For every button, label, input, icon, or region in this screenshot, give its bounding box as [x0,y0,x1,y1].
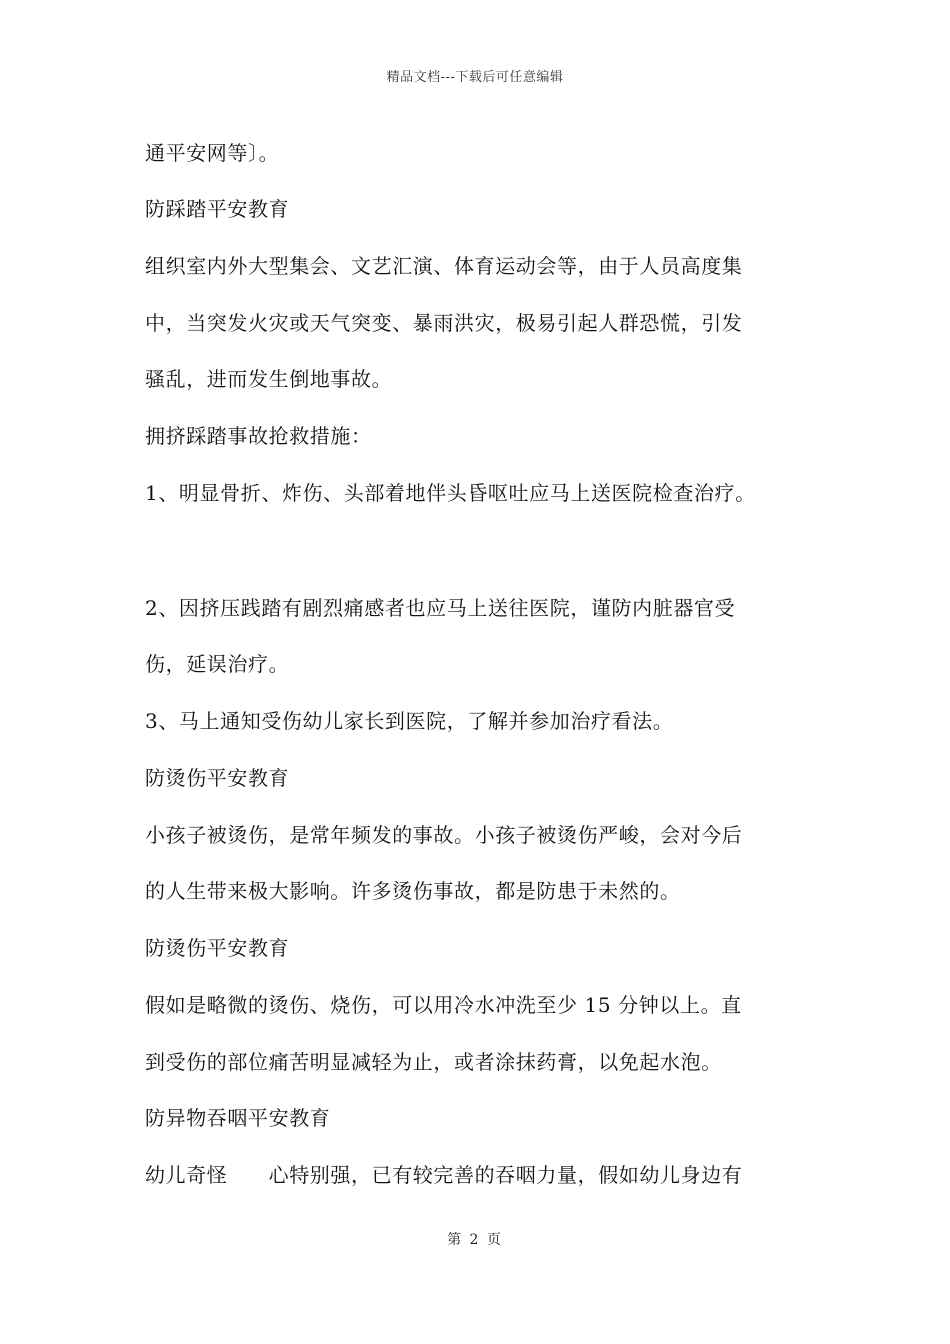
text-line-13: 的人生带来极大影响。许多烫伤事故，都是防患于未然的。 [145,879,681,903]
section-heading-swallow: 防异物吞咽平安教育 [145,1106,331,1130]
text-line-4: 中，当突发火灾或天气突变、暴雨洪灾，极易引起人群恐慌，引发 [145,311,743,335]
list-item-3: 3、马上通知受伤幼儿家长到医院，了解并参加治疗看法。 [145,709,674,733]
text-line-9: 伤，延误治疗。 [145,652,290,676]
text-line-3: 组织室内外大型集会、文艺汇演、体育运动会等，由于人员高度集 [145,254,743,278]
text-line-5: 骚乱，进而发生倒地事故。 [145,367,393,391]
text-line-12: 小孩子被烫伤，是常年频发的事故。小孩子被烫伤严峻，会对今后 [145,823,743,847]
section-heading-burn-2: 防烫伤平安教育 [145,936,290,960]
text-line-15: 假如是略微的烫伤、烧伤，可以用冷水冲洗至少 15 分钟以上。直 [145,993,742,1017]
page-header: 精品文档---下载后可任意编辑 [386,70,564,85]
text-line-18: 幼儿奇怪 心特别强，已有较完善的吞咽力量，假如幼儿身边有 [145,1163,743,1187]
list-item-2: 2、因挤压践踏有剧烈痛感者也应马上送往医院，谨防内脏器官受 [145,596,736,620]
section-heading-burn: 防烫伤平安教育 [145,766,290,790]
text-line-6: 拥挤踩踏事故抢救措施： [145,424,372,448]
text-line-16: 到受伤的部位痛苦明显减轻为止，或者涂抹药膏，以免起水泡。 [145,1050,722,1074]
list-item-1: 1、明显骨折、炸伤、头部着地伴头昏呕吐应马上送医院检查治疗。 [145,481,756,505]
section-heading-crowd: 防踩踏平安教育 [145,197,290,221]
text-line-1: 通平安网等〕。 [145,141,280,165]
page-number: 第 2 页 [447,1232,503,1248]
